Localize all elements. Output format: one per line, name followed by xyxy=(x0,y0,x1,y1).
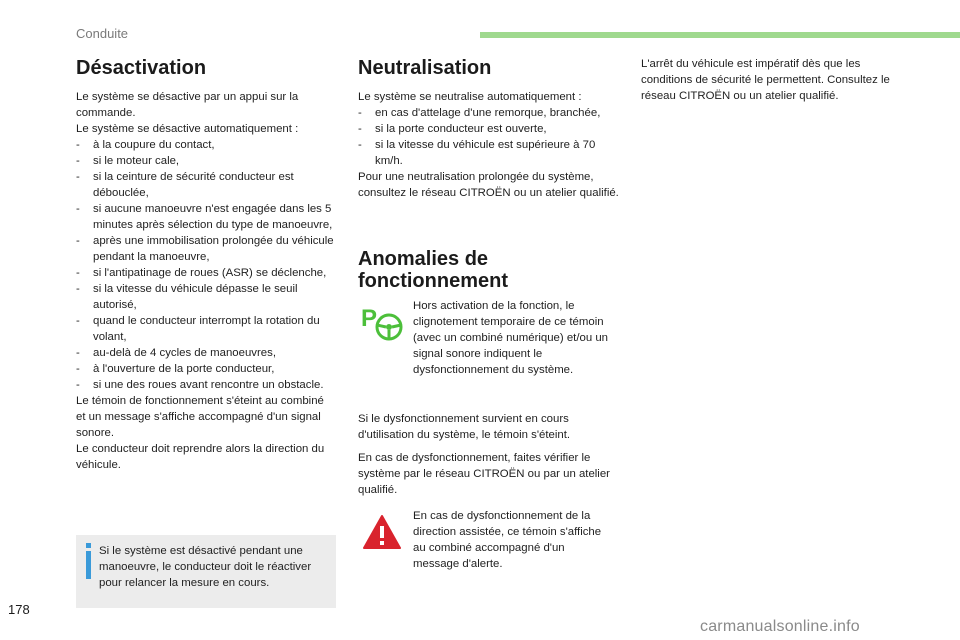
neutralisation-outro: Pour une neutralisation prolongée du système, consultez le réseau CITROËN ou un atelier qualifié. xyxy=(358,171,619,199)
deactivation-outro-1: Le témoin de fonctionnement s'éteint au combiné et un message s'affiche accompagné d'un signal sonore. xyxy=(76,395,324,439)
alert-text: En cas de dysfonctionnement de la direction assistée, ce témoin s'affiche au combiné accompagné d'un message d'alerte. xyxy=(413,510,602,570)
anomalies-title: Anomalies de fonctionnement xyxy=(358,248,508,292)
page-number: 178 xyxy=(8,602,30,617)
list-item: - si une des roues avant rencontre un obstacle. xyxy=(76,377,336,393)
watermark: carmanualsonline.info xyxy=(700,618,860,635)
right-column-text: L'arrêt du véhicule est impératif dès que les conditions de sécurité le permettent. Consultez le réseau CITROËN ou un atelier qualifié. xyxy=(641,58,890,102)
list-item: - si la porte conducteur est ouverte, xyxy=(358,121,620,137)
list-item: - si la vitesse du véhicule dépasse le seuil autorisé, xyxy=(76,281,336,313)
anomaly-para-1: Si le dysfonctionnement survient en cours d'utilisation du système, le témoin s'éteint. xyxy=(358,413,571,441)
svg-text:P: P xyxy=(361,305,378,332)
list-item: - au-delà de 4 cycles de manoeuvres, xyxy=(76,345,336,361)
neutralisation-list xyxy=(358,105,620,169)
info-text: Si le système est désactivé pendant une manoeuvre, le conducteur doit le réactiver pour relancer la mesure en cours. xyxy=(99,545,312,589)
deactivation-body xyxy=(76,89,336,473)
neutralisation-title: Neutralisation xyxy=(358,57,492,79)
list-item: - en cas d'attelage d'une remorque, branchée, xyxy=(358,105,620,121)
info-box xyxy=(76,535,336,608)
alert-triangle-icon xyxy=(362,514,402,550)
deactivation-list xyxy=(76,137,336,393)
header-accent-bar xyxy=(480,32,960,38)
deactivation-outro-2: Le conducteur doit reprendre alors la direction du véhicule. xyxy=(76,443,325,471)
park-assist-warning-icon xyxy=(360,304,404,344)
deactivation-intro-1: Le système se désactive par un appui sur la commande. xyxy=(76,91,299,119)
list-item: - quand le conducteur interrompt la rotation du volant, xyxy=(76,313,336,345)
neutralisation-intro: Le système se neutralise automatiquement : xyxy=(358,91,582,103)
list-item: - à la coupure du contact, xyxy=(76,137,336,153)
deactivation-intro-2: Le système se désactive automatiquement : xyxy=(76,123,299,135)
anomaly-para-2: En cas de dysfonctionnement, faites vérifier le système par le réseau CITROËN ou par un atelier qualifié. xyxy=(358,452,610,496)
info-icon xyxy=(84,543,93,579)
warning-light-text: Hors activation de la fonction, le clignotement temporaire de ce témoin (avec un combiné numérique) et/ou un signal sonore indiquent le dysfonctionnement du système. xyxy=(413,300,609,376)
list-item: - à l'ouverture de la porte conducteur, xyxy=(76,361,336,377)
list-item: - si aucune manoeuvre n'est engagée dans les 5 minutes après sélection du type de manoeuvre, xyxy=(76,201,336,233)
header-section-label: Conduite xyxy=(76,26,129,41)
list-item: - si la ceinture de sécurité conducteur est débouclée, xyxy=(76,169,336,201)
list-item: - si le moteur cale, xyxy=(76,153,336,169)
list-item: - si l'antipatinage de roues (ASR) se déclenche, xyxy=(76,265,336,281)
deactivation-title: Désactivation xyxy=(76,57,207,79)
list-item: - après une immobilisation prolongée du véhicule pendant la manoeuvre, xyxy=(76,233,336,265)
neutralisation-body xyxy=(358,89,620,201)
list-item: - si la vitesse du véhicule est supérieure à 70 km/h. xyxy=(358,137,620,169)
